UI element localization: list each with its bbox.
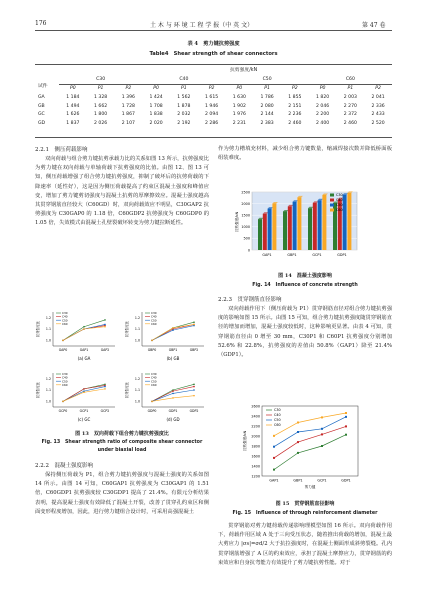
tick-label: 1.1 bbox=[45, 388, 51, 393]
figure-15-chart bbox=[240, 400, 365, 498]
data-point bbox=[172, 393, 174, 395]
data-point bbox=[193, 321, 195, 323]
tick-label: 1.2 bbox=[134, 376, 140, 381]
table4-subhead: P0 bbox=[236, 86, 243, 92]
category-label: GCP0 bbox=[58, 409, 68, 413]
legend-label: C30 bbox=[62, 372, 68, 377]
table-cell: 1 328 bbox=[94, 94, 108, 100]
table-row bbox=[35, 93, 392, 102]
data-point bbox=[104, 386, 106, 388]
tick-label: 1800 bbox=[251, 444, 260, 449]
bar bbox=[263, 214, 267, 250]
series-line bbox=[274, 426, 346, 458]
tick-label: 1.1 bbox=[134, 327, 140, 332]
tick-label: 1.0 bbox=[45, 338, 51, 343]
fig13-caption-cn: 图 13 双向荷载下组合剪力键抗剪强度比 bbox=[75, 431, 169, 437]
table-cell: 1 630 bbox=[232, 94, 246, 100]
tick-label: 2500 bbox=[241, 190, 250, 195]
tick-label: 2200 bbox=[251, 424, 260, 429]
legend-label: C50 bbox=[62, 318, 68, 323]
panel-label: (c) GC bbox=[77, 417, 91, 422]
table-cell: 1 184 bbox=[66, 94, 80, 100]
paragraph-concrete-strength: 保持侧压荷载为 P1，组合剪力键抗剪强度与混凝土强度的关系如图 14 所示。由图 14 可知，C60GAP1 抗剪强度为 C30GAP1 的 1.51 倍，C60GDP1 抗剪强度较 C30GDP1 提高了 21.4%。有限元分析结果表明，提高混凝土强度有效降低了混凝土开裂，改善了贯穿孔约束区和侧面变形程度增加，因此，进行剪力键组合设计时，可采用高强混凝土 bbox=[35, 472, 209, 515]
data-point bbox=[172, 397, 174, 399]
table-cell: 2 144 bbox=[260, 112, 274, 118]
table4-subhead: P1 bbox=[347, 86, 354, 92]
category-label: GDP1 bbox=[337, 253, 347, 257]
category-label: GDP1 bbox=[168, 409, 178, 413]
data-point bbox=[297, 452, 299, 454]
category-label: GDP2 bbox=[189, 409, 199, 413]
table-cell: 1 728 bbox=[121, 103, 135, 109]
data-point bbox=[273, 435, 275, 437]
paragraph-lateral-load: 双向荷载与组合剪力键抗剪承载力比的关系如图 13 所示，抗剪强度比为剪力键在双向荷载与单轴荷载下抗剪强度的比值。由图 12、图 13 可知，侧压荷载增强了组合剪力键抗剪强度，抑制了破坏后的抗剪荷载的下降速率（延性好），这是因为侧压荷载提高了约束区混凝土强度和峰值应变，增加了剪力键剪切强度与混凝土抗剪的厚摩擦效应。混凝土强度越高其贯穿钢筋直径较大（C60GD）时，双向荷载效应不明显，C30GAP2 抗剪强度为 C30GAP0 的 1.18 倍，C60GDP2 抗剪强度为 C60GDP0 的 1.05 倍，失效模式由混凝土孔壁裂破坏转变为剪力键拉断延性。 bbox=[35, 156, 209, 227]
table-cell: 2 003 bbox=[343, 94, 357, 100]
table-cell: 2 270 bbox=[343, 103, 357, 109]
table4-subhead: P1 bbox=[181, 86, 187, 92]
legend-label: C60 bbox=[62, 382, 68, 387]
data-point bbox=[345, 412, 347, 414]
fig13-caption-en: Fig. 13 Shear strength ratio of composite shear connector under biaxial load bbox=[41, 440, 203, 453]
category-label: GCP1 bbox=[79, 409, 89, 413]
series-line bbox=[274, 413, 346, 436]
category-label: GAP1 bbox=[262, 253, 272, 257]
bar bbox=[318, 200, 322, 250]
bar bbox=[293, 202, 297, 250]
table-cell: 2 041 bbox=[371, 94, 385, 100]
paragraph-continued: 作为剪力槽填充材料，减少组合剪力键数量，缩减焊接次数并降低桥面板组装难度。 bbox=[218, 146, 392, 162]
table-cell: 1 786 bbox=[260, 94, 274, 100]
table4-subhead: P0 bbox=[319, 86, 326, 92]
data-point bbox=[83, 328, 85, 330]
legend-swatch bbox=[330, 199, 334, 202]
data-point bbox=[321, 416, 323, 418]
category-label: GBP2 bbox=[189, 348, 199, 352]
table-cell: 1 837 bbox=[66, 120, 80, 126]
table4-subhead: P2 bbox=[292, 86, 298, 92]
table-cell: 2 383 bbox=[260, 120, 274, 126]
legend-label: C60 bbox=[336, 208, 343, 212]
volume-label: 第 47 卷 bbox=[362, 22, 386, 29]
page-number: 176 bbox=[35, 20, 47, 27]
tick-label: 1.1 bbox=[134, 388, 140, 393]
category-label: GDP0 bbox=[147, 409, 157, 413]
legend-label: C30 bbox=[62, 311, 68, 316]
data-point bbox=[321, 445, 323, 447]
tick-label: 1.0 bbox=[45, 399, 51, 404]
data-point bbox=[104, 388, 106, 390]
table4-title-en: Table4 Shear strength of shear connectors bbox=[149, 51, 278, 57]
bar bbox=[313, 203, 317, 250]
table-cell: 2 433 bbox=[371, 112, 385, 118]
fig15-caption-cn: 图 15 贯穿钢筋直径影响 bbox=[275, 501, 335, 507]
data-point bbox=[345, 425, 347, 427]
category-label: GCP1 bbox=[317, 478, 327, 483]
legend-swatch bbox=[330, 209, 334, 212]
table-top-rule bbox=[35, 64, 392, 65]
legend-label: C60 bbox=[151, 321, 157, 326]
data-point bbox=[104, 324, 106, 326]
table-cell: 1 615 bbox=[205, 94, 219, 100]
section-2-2-2: 2.2.2 混凝土强度影响 bbox=[35, 463, 93, 469]
axis-label: 抗剪强度/kN bbox=[235, 211, 239, 233]
table-cell: 2 231 bbox=[232, 120, 246, 126]
legend-swatch bbox=[330, 204, 334, 207]
table-cell: 2 032 bbox=[177, 112, 191, 118]
fig13-panel bbox=[124, 306, 209, 364]
table4-body bbox=[35, 93, 392, 127]
table-cell: 1 424 bbox=[149, 94, 163, 100]
table-row bbox=[35, 110, 392, 119]
table4-group: C50 bbox=[226, 75, 309, 84]
figure-13 bbox=[35, 306, 209, 428]
bar bbox=[308, 208, 312, 250]
tick-label: 2000 bbox=[251, 434, 260, 439]
tick-label: 1.1 bbox=[45, 327, 51, 332]
table-cell: 1 855 bbox=[288, 94, 302, 100]
table-cell: 1 708 bbox=[149, 103, 163, 109]
bar bbox=[297, 197, 301, 250]
category-label: GCP2 bbox=[100, 409, 110, 413]
table4-title-cn: 表 4 剪力键抗剪强度 bbox=[187, 41, 240, 47]
tick-label: 1.0 bbox=[134, 399, 140, 404]
legend-label: C30 bbox=[336, 193, 343, 197]
legend-label: C60 bbox=[62, 321, 68, 326]
paragraph-load-transfer: 贯穿钢筋对剪力键荷载传递影响理模型如图 16 所示。双向荷载作用下，荷载作用区域 A 处于三向受压状态，随着推出荷载的增加，混凝土最大剪应力 |σs|=σd/2 大于抗拉强度时，在混凝土侧面形成斜剪裂缝。孔内贯穿钢筋增强了 A 区的约束效应，承担了混凝土摩擦应力，贯穿钢筋的约束效应和自身抗弯能力有效提升了剪力键抗剪性能。对于 bbox=[218, 523, 392, 566]
fig13-panel bbox=[35, 367, 120, 425]
data-point bbox=[104, 319, 106, 321]
table4-subhead: P2 bbox=[208, 86, 215, 92]
table4-group: C40 bbox=[142, 75, 225, 84]
table-row-label: GC bbox=[38, 112, 45, 118]
tick-label: 1600 bbox=[251, 454, 260, 459]
table4-subhead: P0 bbox=[70, 86, 76, 92]
table-cell: 2 020 bbox=[149, 120, 163, 126]
category-label: GBP0 bbox=[147, 348, 157, 352]
tick-label: 1000 bbox=[241, 225, 250, 230]
legend-swatch bbox=[330, 194, 334, 197]
category-label: GAP2 bbox=[100, 348, 110, 352]
tick-label: 500 bbox=[243, 236, 250, 241]
table-cell: 1 626 bbox=[66, 112, 80, 118]
tick-label: 1500 bbox=[241, 213, 250, 218]
legend-label: C60 bbox=[151, 382, 157, 387]
legend-label: C40 bbox=[62, 375, 68, 380]
category-label: GBP1 bbox=[287, 253, 297, 257]
data-point bbox=[321, 433, 323, 435]
category-label: GCP1 bbox=[312, 253, 322, 257]
table-cell: 2 286 bbox=[205, 120, 219, 126]
table-cell: 2 026 bbox=[94, 120, 108, 126]
section-2-2-1: 2.2.1 侧压荷载影响 bbox=[35, 147, 88, 153]
table-cell: 2 236 bbox=[288, 112, 302, 118]
data-point bbox=[345, 434, 347, 436]
table-cell: 2 336 bbox=[371, 103, 385, 109]
data-point bbox=[193, 395, 195, 397]
legend-label: C40 bbox=[151, 375, 157, 380]
table4 bbox=[35, 75, 392, 128]
table-cell: 1 562 bbox=[177, 94, 191, 100]
table-cell: 2 192 bbox=[177, 120, 191, 126]
tick-label: 2600 bbox=[251, 404, 260, 409]
axis-label: 抗剪强度比 bbox=[125, 321, 129, 337]
bar bbox=[322, 195, 326, 250]
series-line bbox=[152, 322, 194, 340]
table-row bbox=[35, 102, 392, 111]
table-cell: 1 902 bbox=[232, 103, 246, 109]
table-cell: 1 867 bbox=[121, 112, 135, 118]
table-row-label: GB bbox=[38, 103, 45, 109]
legend-label: C50 bbox=[151, 318, 157, 323]
fig14-caption-en: Fig. 14 Influence of concrete strength bbox=[252, 283, 358, 288]
section-2-2-3: 2.2.3 贯穿钢筋直径影响 bbox=[218, 297, 282, 303]
table-cell: 1 838 bbox=[149, 112, 163, 118]
table-cell: 1 494 bbox=[66, 103, 80, 109]
tick-label: 2400 bbox=[251, 414, 260, 419]
data-point bbox=[83, 388, 85, 390]
table-cell: 2 520 bbox=[371, 120, 385, 126]
tick-label: 1200 bbox=[251, 474, 260, 479]
legend-label: C40 bbox=[62, 314, 68, 319]
table4-subhead: P2 bbox=[125, 86, 132, 92]
table-cell: 1 662 bbox=[94, 103, 108, 109]
bar bbox=[268, 209, 272, 250]
axis-label: 抗剪强度比 bbox=[36, 382, 40, 398]
legend-label: C30 bbox=[151, 372, 157, 377]
fig15-caption-en: Fig. 15 Influence of through reinforcement diameter bbox=[232, 511, 378, 516]
data-point bbox=[273, 469, 275, 471]
data-point bbox=[172, 390, 174, 392]
table4-subhead: P1 bbox=[97, 86, 104, 92]
table-cell: 2 080 bbox=[260, 103, 274, 109]
panel-label: (b) GB bbox=[166, 356, 180, 361]
bar bbox=[347, 193, 351, 250]
table-cell: 2 372 bbox=[343, 112, 357, 118]
table4-row-label: 试件 bbox=[38, 84, 48, 89]
legend-label: C40 bbox=[336, 198, 343, 202]
axis-label: 抗剪强度/kN bbox=[243, 430, 247, 452]
bar bbox=[283, 211, 287, 250]
data-point bbox=[83, 391, 85, 393]
data-point bbox=[345, 416, 347, 418]
tick-label: 1.2 bbox=[45, 376, 51, 381]
table-cell: 2 094 bbox=[205, 112, 219, 118]
data-point bbox=[193, 324, 195, 326]
data-point bbox=[83, 326, 85, 328]
table-row bbox=[35, 119, 392, 128]
table-row-label: GD bbox=[38, 120, 46, 126]
data-point bbox=[104, 326, 106, 328]
series-line bbox=[274, 417, 346, 447]
panel-label: (a) GA bbox=[77, 356, 91, 361]
fig13-panel bbox=[124, 367, 209, 425]
table-cell: 2 460 bbox=[343, 120, 357, 126]
data-point bbox=[297, 422, 299, 424]
table-cell: 2 400 bbox=[316, 120, 330, 126]
table-cell: 1 820 bbox=[316, 94, 330, 100]
data-point bbox=[62, 340, 64, 342]
data-point bbox=[151, 340, 153, 342]
table-cell: 2 460 bbox=[288, 120, 302, 126]
header-rule bbox=[35, 30, 392, 31]
legend-label: C50 bbox=[151, 379, 157, 384]
series-line bbox=[63, 326, 105, 341]
table4-subhead-row bbox=[35, 84, 392, 93]
data-point bbox=[172, 327, 174, 329]
paragraph-rebar-diameter: 双向荷载作用下（侧压荷载为 P1）贯穿钢筋直径对组合剪力键抗剪强度的影响如图 15 所示。由图 15 可知，组合剪力键抗剪强度随贯穿钢筋直径的增加而增加，混凝土强度较低时，这种影响更显著。由表 4 可知，贯穿钢筋直径由 0 增至 30 mm，C30P1 和 C60P1 抗剪强度分别增加 52.6% 和 22.8%，抗剪强度的差值由 50.8%（GAP1）降至 21.4%（GDP1）。 bbox=[218, 306, 392, 359]
table-bottom-rule bbox=[35, 137, 392, 138]
table4-subhead: P2 bbox=[375, 86, 381, 92]
legend-label: C50 bbox=[274, 418, 281, 422]
table-cell: 2 151 bbox=[288, 103, 302, 109]
table-row-label: GA bbox=[38, 94, 45, 100]
legend-label: C50 bbox=[336, 203, 343, 207]
tick-label: 1.2 bbox=[134, 315, 140, 320]
table4-subhead: P0 bbox=[153, 86, 159, 92]
figure-14-chart bbox=[232, 178, 372, 270]
legend-label: C40 bbox=[274, 413, 281, 417]
data-point bbox=[193, 389, 195, 391]
tick-label: 2000 bbox=[241, 201, 250, 206]
tick-label: 0 bbox=[247, 248, 250, 253]
data-point bbox=[321, 428, 323, 430]
legend-label: C30 bbox=[151, 311, 157, 316]
table-cell: 1 946 bbox=[205, 103, 219, 109]
table-cell: 2 200 bbox=[316, 112, 330, 118]
data-point bbox=[172, 329, 174, 331]
legend-label: C60 bbox=[274, 423, 281, 427]
data-point bbox=[193, 386, 195, 388]
tick-label: 1400 bbox=[251, 464, 260, 469]
legend-label: C40 bbox=[151, 314, 157, 319]
category-label: GAP0 bbox=[58, 348, 68, 352]
table-cell: 2 107 bbox=[121, 120, 135, 126]
journal-title: 土 木 与 环 境 工 程 学 报（中 英 文） bbox=[150, 22, 254, 29]
data-point bbox=[193, 384, 195, 386]
bar bbox=[288, 206, 292, 250]
axis-label: 剪力键 bbox=[304, 485, 316, 489]
legend-label: C30 bbox=[274, 408, 281, 412]
data-point bbox=[297, 441, 299, 443]
data-point bbox=[273, 446, 275, 448]
legend-label: C50 bbox=[62, 379, 68, 384]
category-label: GAP1 bbox=[269, 478, 279, 483]
bar bbox=[343, 195, 347, 250]
table-cell: 2 046 bbox=[316, 103, 330, 109]
data-point bbox=[151, 401, 153, 403]
panel-label: (d) GD bbox=[166, 417, 180, 422]
bar bbox=[258, 219, 262, 250]
table4-subhead: P1 bbox=[264, 86, 270, 92]
tick-label: 1.0 bbox=[134, 338, 140, 343]
fig13-panel bbox=[35, 306, 120, 364]
category-label: GBP1 bbox=[168, 348, 178, 352]
table-cell: 1 800 bbox=[94, 112, 108, 118]
table4-group: C60 bbox=[309, 75, 392, 84]
bar bbox=[272, 204, 276, 250]
table-cell: 1 976 bbox=[232, 112, 246, 118]
data-point bbox=[273, 457, 275, 459]
axis-label: 抗剪强度比 bbox=[125, 382, 129, 398]
fig14-caption-cn: 图 14 混凝土强度影响 bbox=[278, 273, 332, 279]
data-point bbox=[62, 401, 64, 403]
axis-label: 抗剪强度比 bbox=[36, 321, 40, 337]
table4-group: C30 bbox=[59, 75, 142, 84]
category-label: GBP1 bbox=[293, 478, 303, 483]
category-label: GDP1 bbox=[341, 478, 351, 483]
table-cell: 1 396 bbox=[121, 94, 135, 100]
data-point bbox=[297, 431, 299, 433]
category-label: GAP1 bbox=[79, 348, 89, 352]
table4-group-row bbox=[35, 75, 392, 84]
tick-label: 1.2 bbox=[45, 315, 51, 320]
table-cell: 1 878 bbox=[177, 103, 191, 109]
table4-group-header: 抗剪强度/kN bbox=[230, 68, 258, 73]
